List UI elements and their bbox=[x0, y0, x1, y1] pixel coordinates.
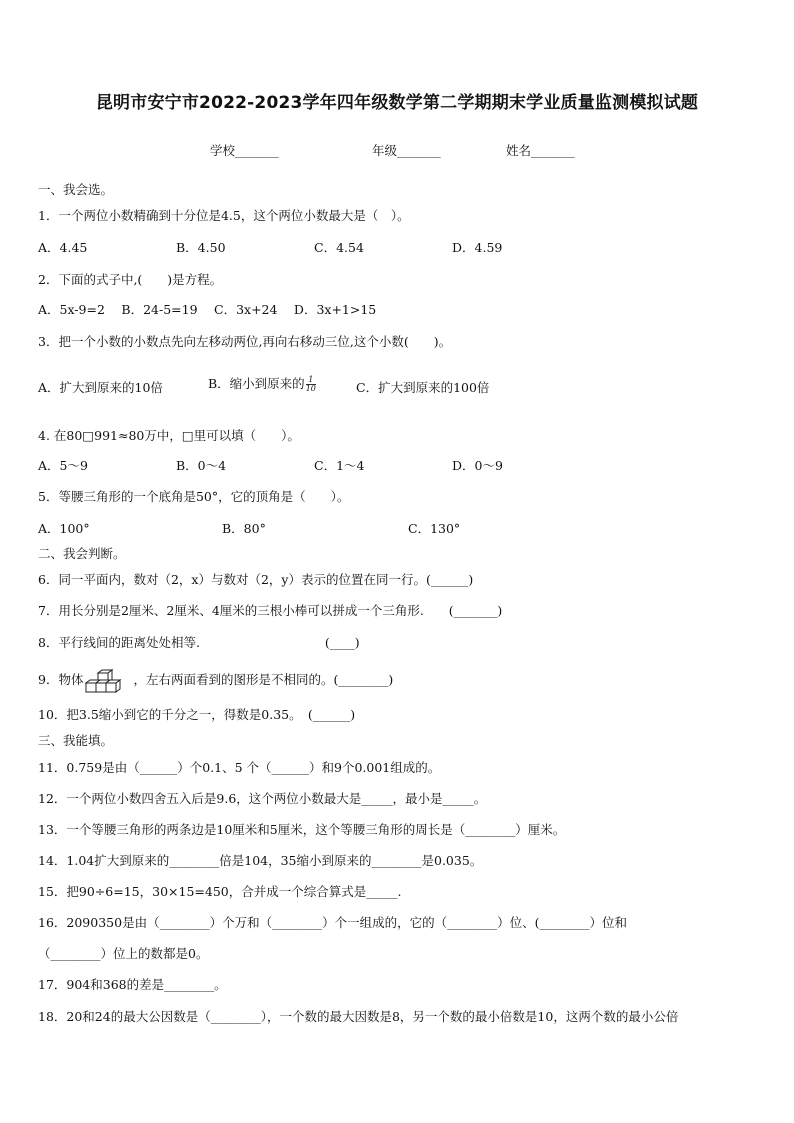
question-10: 10．把3.5缩小到它的千分之一，得数是0.35。 (______) bbox=[38, 707, 356, 722]
name-field: 姓名_______ bbox=[506, 143, 575, 158]
question-16-continued: （________）位上的数都是0。 bbox=[38, 946, 209, 961]
q5-option-c: C．130° bbox=[408, 521, 461, 536]
section-1-heading: 一、我会选。 bbox=[38, 182, 114, 197]
cubes-figure-icon bbox=[84, 669, 132, 693]
fraction-numerator: 1 bbox=[306, 376, 316, 385]
question-14: 14．1.04扩大到原来的________倍是104，35缩小到原来的________是0.035。 bbox=[38, 853, 483, 868]
question-12: 12．一个两位小数四舍五入后是9.6，这个两位小数最大是_____，最小是_____。 bbox=[38, 791, 487, 806]
question-2: 2．下面的式子中,( )是方程。 bbox=[38, 272, 223, 287]
q9-prefix: 9．物体 bbox=[38, 672, 84, 687]
question-4: 4. 在80□991≈80万中，□里可以填（ ）。 bbox=[38, 428, 300, 443]
question-7: 7．用长分别是2厘米、2厘米、4厘米的三根小棒可以拼成一个三角形. (_______) bbox=[38, 603, 503, 618]
section-2-heading: 二、我会判断。 bbox=[38, 546, 126, 561]
q4-option-d: D．0～9 bbox=[452, 458, 503, 473]
fraction-one-tenth bbox=[306, 376, 316, 393]
q4-option-b: B．0～4 bbox=[176, 458, 227, 473]
q5-option-b: B．80° bbox=[222, 521, 266, 536]
question-1: 1．一个两位小数精确到十分位是4.5，这个两位小数最大是（ ）。 bbox=[38, 208, 410, 223]
question-17: 17．904和368的差是________。 bbox=[38, 977, 227, 992]
q3-option-b bbox=[208, 376, 317, 393]
question-8: 8．平行线间的距离处处相等. (____) bbox=[38, 635, 360, 650]
q3-option-a: A．扩大到原来的10倍 bbox=[38, 380, 163, 395]
q4-option-a: A．5～9 bbox=[38, 458, 88, 473]
q4-option-c: C．1～4 bbox=[314, 458, 365, 473]
q3-option-c: C．扩大到原来的100倍 bbox=[356, 380, 490, 395]
q1-option-b: B．4.50 bbox=[176, 240, 226, 255]
question-15: 15．把90÷6=15，30×15=450，合并成一个综合算式是_____. bbox=[38, 884, 402, 899]
school-field: 学校_______ bbox=[210, 143, 279, 158]
page-title: 昆明市安宁市2022-2023学年四年级数学第二学期期末学业质量监测模拟试题 bbox=[95, 93, 699, 113]
section-3-heading: 三、我能填。 bbox=[38, 733, 114, 748]
question-3: 3．把一个小数的小数点先向左移动两位,再向右移动三位,这个小数( )。 bbox=[38, 334, 452, 349]
q1-option-a: A．4.45 bbox=[38, 240, 88, 255]
question-9 bbox=[38, 668, 393, 693]
fraction-denominator: 10 bbox=[305, 384, 316, 393]
question-11: 11．0.759是由（______）个0.1、5 个（______）和9个0.001组成的。 bbox=[38, 760, 441, 775]
question-16: 16．2090350是由（________）个万和（________）个一组成的，它的（________）位、(________）位和 bbox=[38, 915, 627, 930]
q1-option-c: C．4.54 bbox=[314, 240, 364, 255]
grade-field: 年级_______ bbox=[372, 143, 441, 158]
question-5: 5．等腰三角形的一个底角是50°，它的顶角是（ ）。 bbox=[38, 489, 350, 504]
question-18: 18．20和24的最大公因数是（________），一个数的最大因数是8，另一个数的最小倍数是10，这两个数的最小公倍 bbox=[38, 1009, 679, 1024]
q9-suffix: ，左右两面看到的图形是不相同的。(________) bbox=[133, 672, 394, 687]
question-6: 6．同一平面内，数对（2，x）与数对（2，y）表示的位置在同一行。(______) bbox=[38, 572, 474, 587]
q5-option-a: A．100° bbox=[38, 521, 90, 536]
q1-option-d: D．4.59 bbox=[452, 240, 503, 255]
q2-options: A．5x-9=2 B．24-5=19 C．3x+24 D．3x+1>15 bbox=[38, 302, 377, 317]
q3-option-b-text: B．缩小到原来的 bbox=[208, 376, 305, 391]
question-13: 13．一个等腰三角形的两条边是10厘米和5厘米，这个等腰三角形的周长是（________）厘米。 bbox=[38, 822, 566, 837]
